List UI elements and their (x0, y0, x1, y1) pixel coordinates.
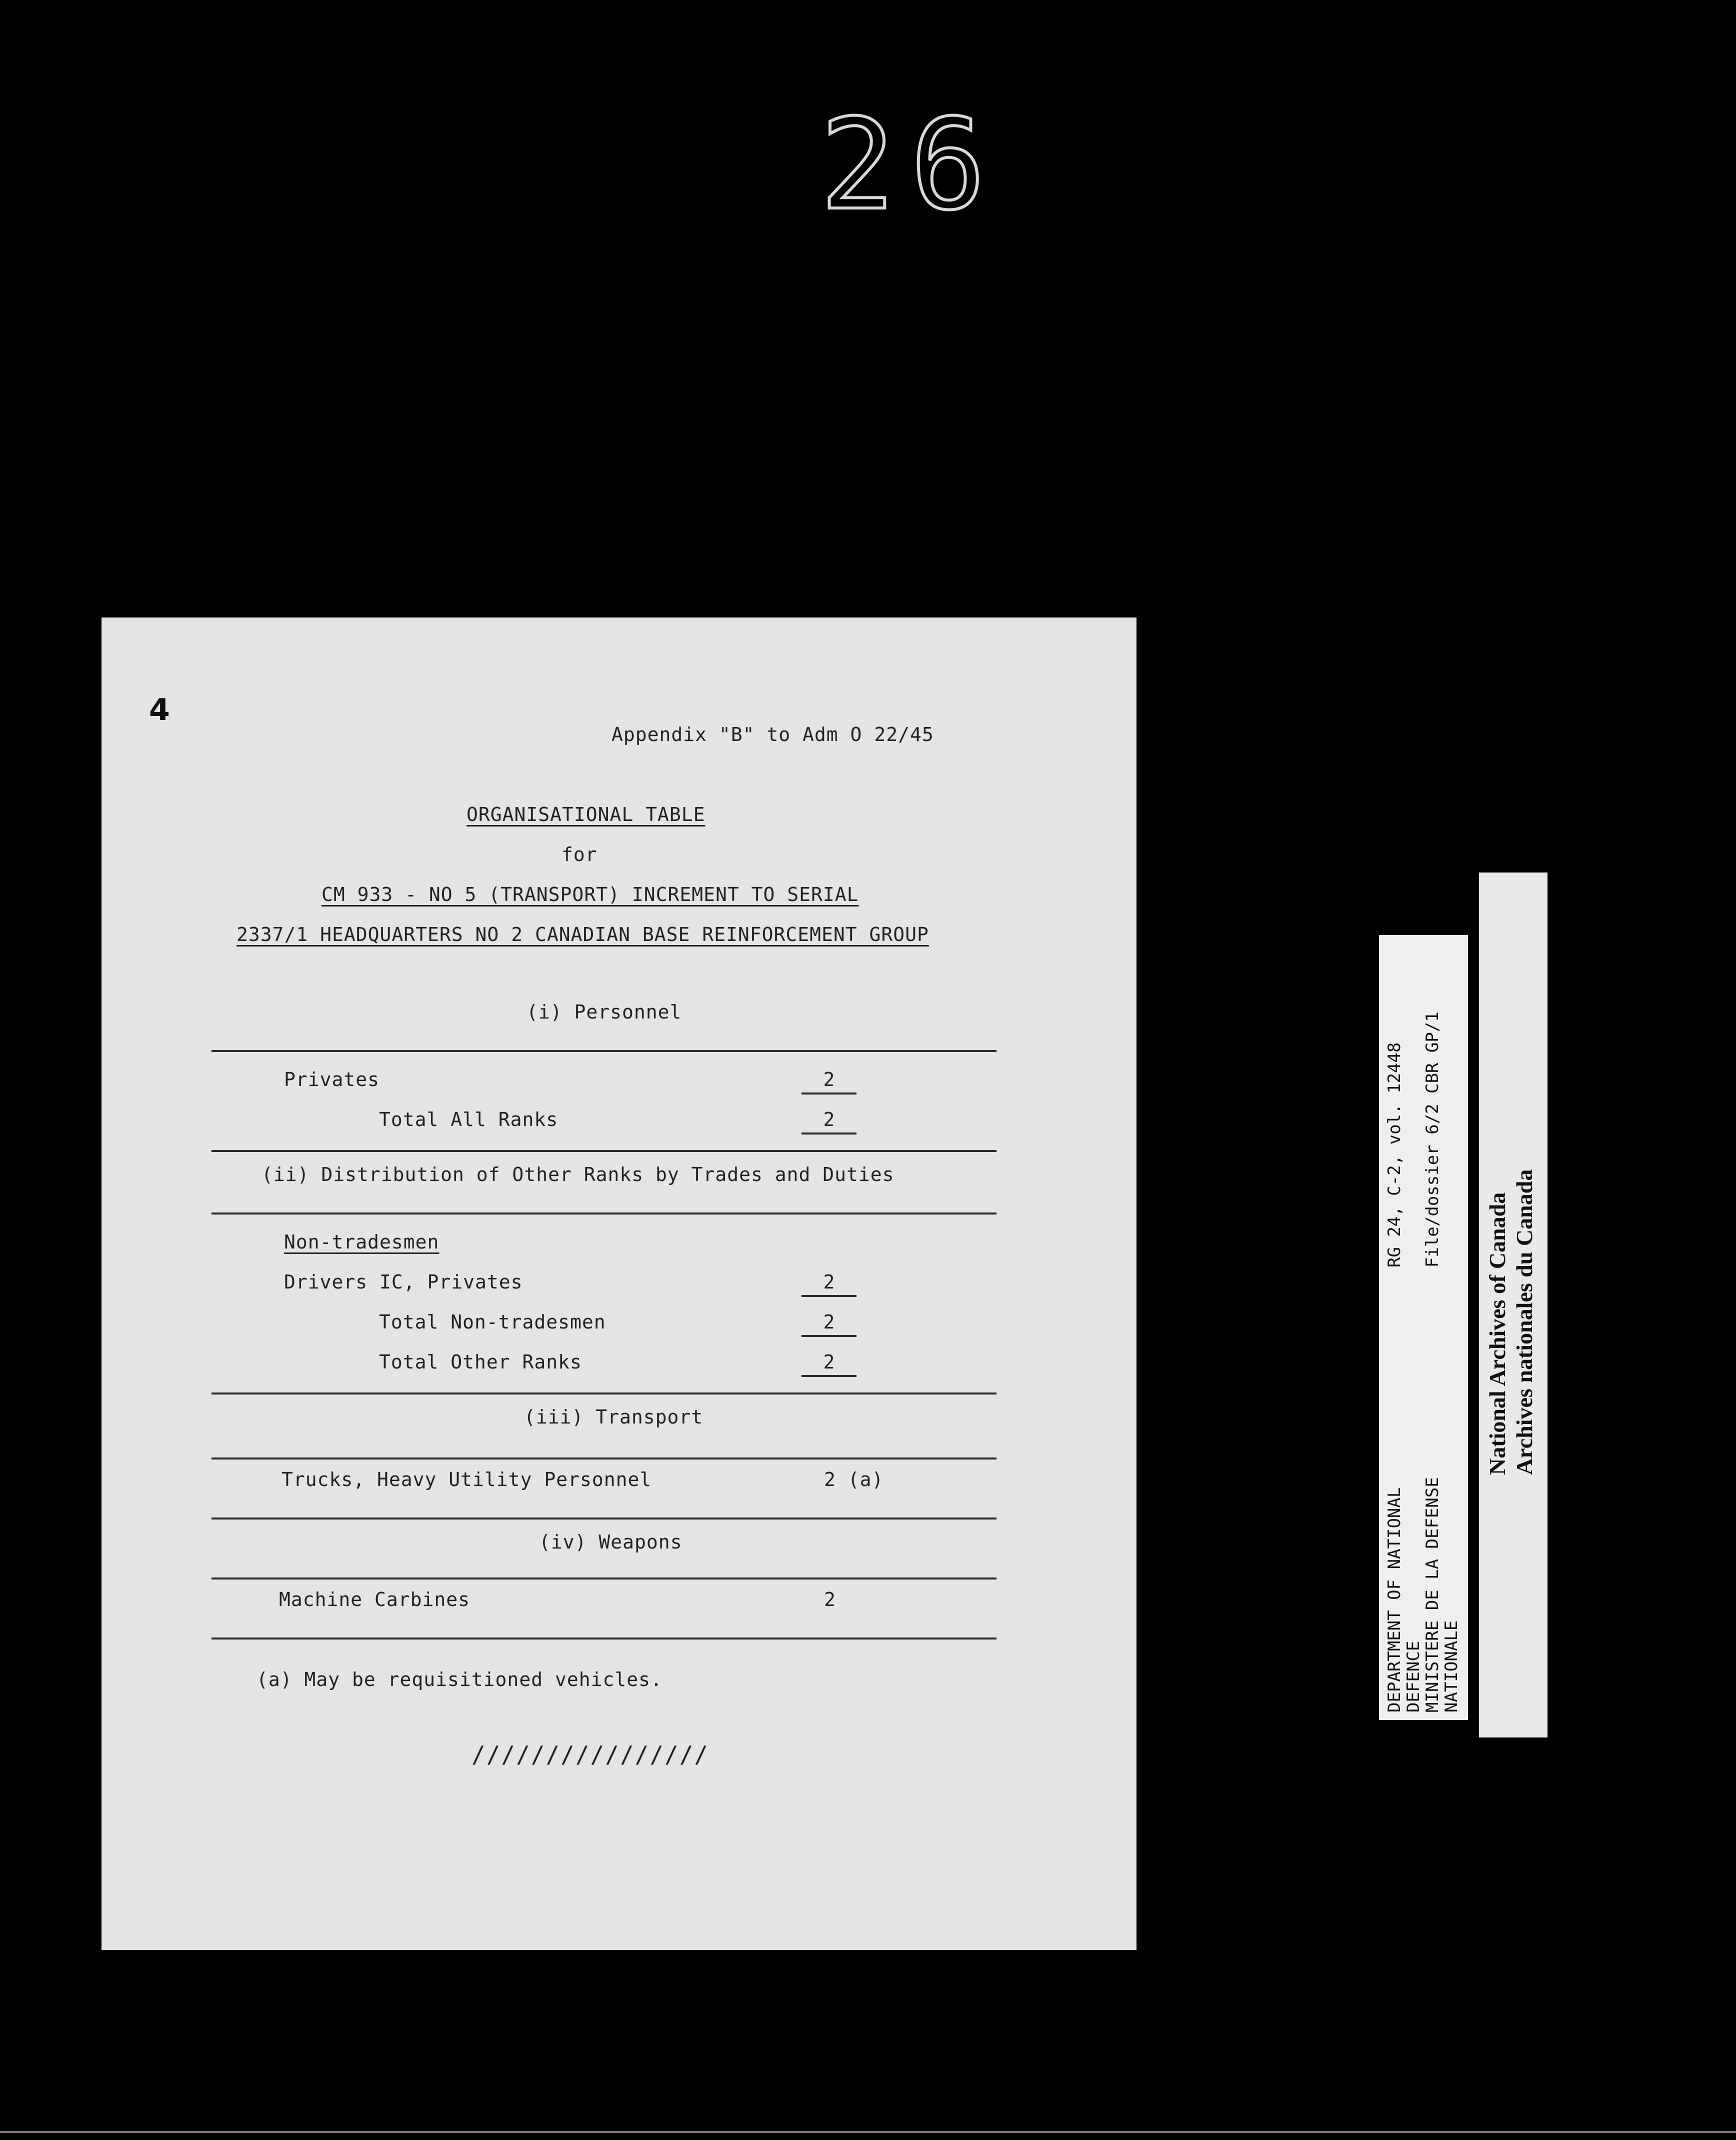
title-line-3: CM 933 - NO 5 (TRANSPORT) INCREMENT TO SERIAL (322, 884, 859, 906)
rule (802, 1295, 856, 1297)
frame-number: 26 (820, 92, 1001, 238)
distribution-row-value: 2 (823, 1271, 835, 1293)
frame-bottom-line (0, 2131, 1736, 2133)
document-page (102, 618, 1136, 1950)
dept-left-line-3: MINISTERE DE LA DEFENSE (1422, 1477, 1442, 1712)
rule (212, 1212, 996, 1214)
distribution-row-label: Drivers IC, Privates (284, 1271, 523, 1293)
transport-row-label: Trucks, Heavy Utility Personnel (282, 1468, 652, 1490)
archives-line-2: Archives nationales du Canada (1512, 1169, 1537, 1475)
department-label (1379, 935, 1468, 1720)
transport-heading: (iii) Transport (524, 1406, 704, 1428)
distribution-row-value: 2 (823, 1351, 835, 1373)
title-line-1: ORGANISATIONAL TABLE (466, 804, 706, 826)
appendix-reference: Appendix "B" to Adm O 22/45 (612, 724, 934, 746)
page-number: 4 (149, 692, 170, 728)
title-line-4: 2337/1 HEADQUARTERS NO 2 CANADIAN BASE REINFORCEMENT GROUP (236, 924, 929, 946)
personnel-row-value: 2 (823, 1068, 835, 1090)
rule (802, 1335, 856, 1337)
dept-right-line-1: RG 24, C-2, vol. 12448 (1384, 1042, 1404, 1268)
distribution-row-value: 2 (823, 1311, 835, 1333)
dept-left-line-4: NATIONALE (1442, 1620, 1462, 1712)
rule (212, 1638, 996, 1640)
personnel-row-label: Privates (284, 1068, 380, 1090)
rule (802, 1375, 856, 1377)
rule (212, 1518, 996, 1520)
rule (802, 1132, 856, 1134)
footnote: (a) May be requisitioned vehicles. (256, 1668, 662, 1690)
personnel-total-value: 2 (823, 1108, 835, 1130)
personnel-total-label: Total All Ranks (379, 1108, 558, 1130)
archives-label (1479, 872, 1548, 1738)
personnel-heading: (i) Personnel (526, 1001, 682, 1023)
distribution-subheading: Non-tradesmen (284, 1231, 440, 1253)
distribution-row-label: Total Non-tradesmen (379, 1311, 606, 1333)
rule (212, 1150, 996, 1152)
title-line-2: for (562, 844, 598, 866)
end-mark: //////////////// (472, 1741, 710, 1768)
rule (212, 1392, 996, 1394)
distribution-heading: (ii) Distribution of Other Ranks by Trades and Duties (262, 1164, 894, 1186)
distribution-row-label: Total Other Ranks (379, 1351, 582, 1373)
dept-left-line-1: DEPARTMENT OF NATIONAL (1384, 1487, 1404, 1712)
dept-left-line-2: DEFENCE (1404, 1640, 1424, 1712)
archives-line-1: National Archives of Canada (1484, 1192, 1510, 1475)
rule (212, 1458, 996, 1460)
dept-right-line-3: File/dossier 6/2 CBR GP/1 (1422, 1012, 1442, 1268)
rule (802, 1092, 856, 1094)
weapons-heading: (iv) Weapons (539, 1531, 682, 1553)
weapons-row-label: Machine Carbines (279, 1588, 470, 1610)
rule (212, 1050, 996, 1052)
transport-row-value: 2 (a) (824, 1468, 884, 1490)
rule (212, 1578, 996, 1580)
weapons-row-value: 2 (824, 1588, 836, 1610)
